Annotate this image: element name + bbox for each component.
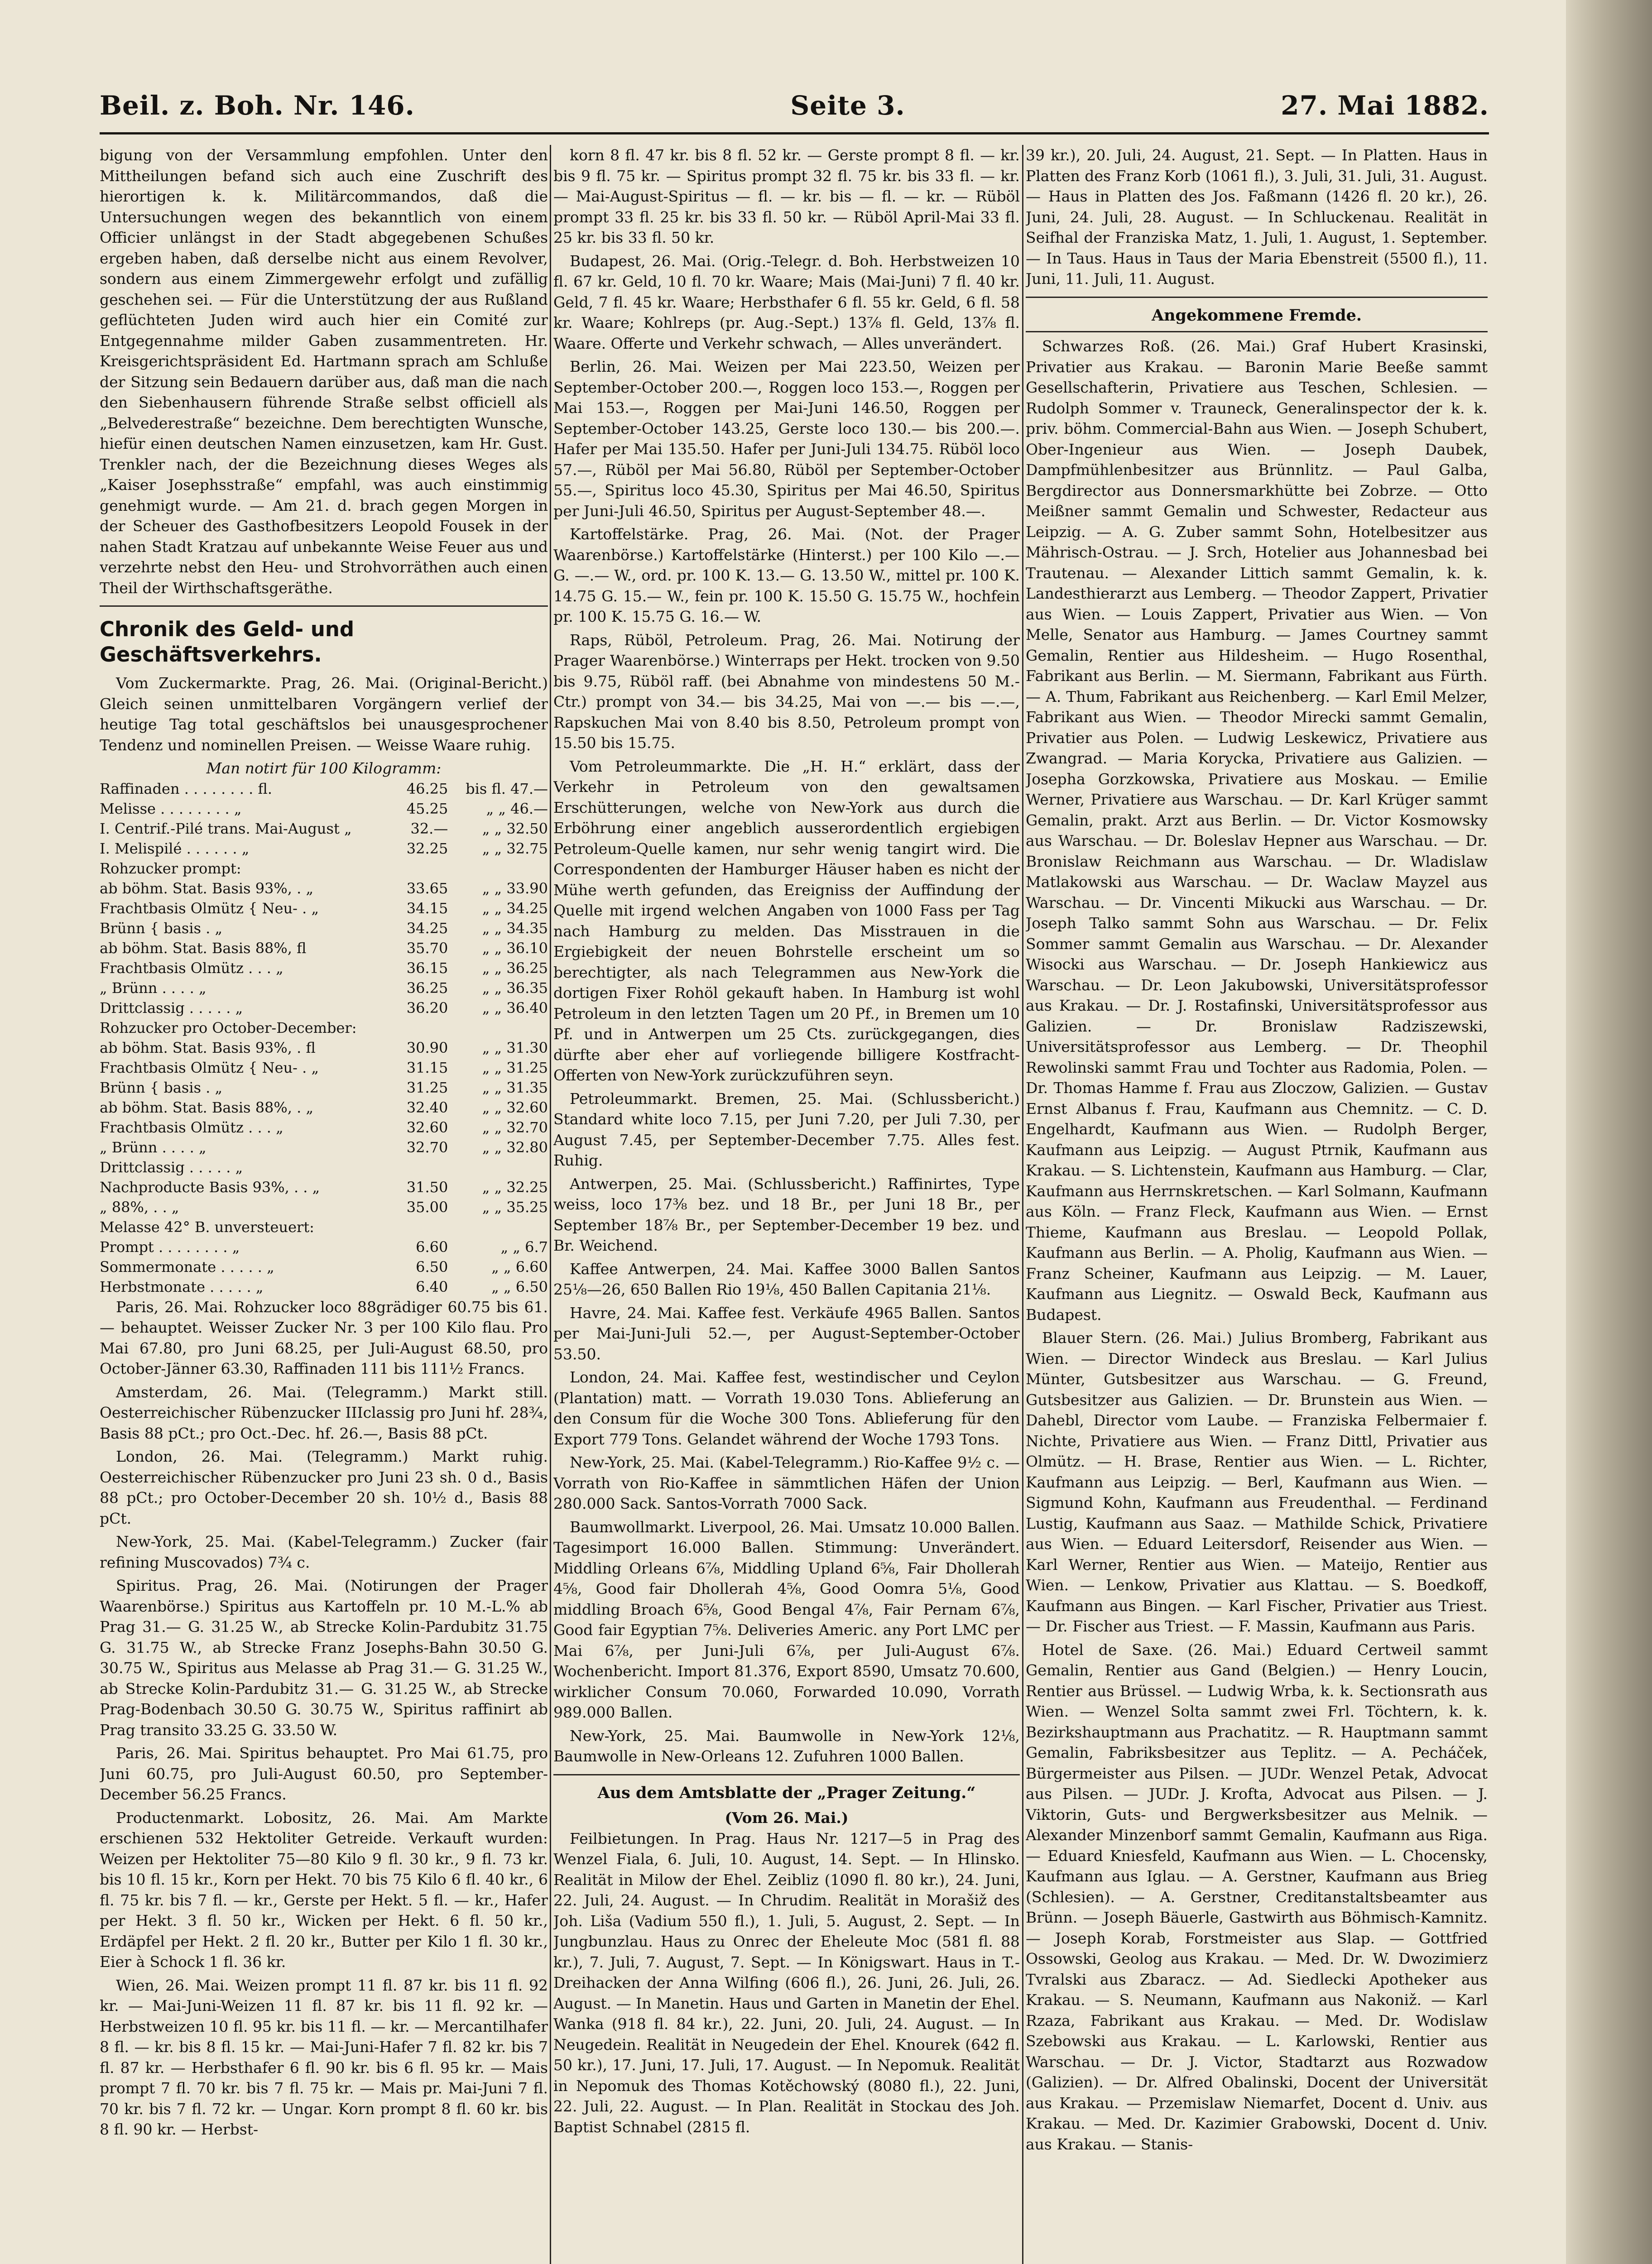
section-rule [1026, 297, 1488, 298]
price-label: Frachtbasis Olmütz { Neu- . „ [100, 1059, 319, 1076]
article-text: Vom Petroleummarkte. Die „H. H.“ erklärt, dass der Verkehr in Petroleum von den gewaltsamen Erschütterungen, welche von New-York aus durch die Erböhrung einer angeblich ausserordentlich ergiebigen Petroleum-Quelle kamen, nur sehr wenig tangirt wird. Die Correspondenten der Hamburger Häuser haben es nicht der Mühe werth gefunden, das Ereigniss der Auffindung der Quelle mit irgend welchen Angaben von 1000 Fass per Tag nach Hamburg zu melden. Das Misstrauen in die Ergiebigkeit der neuen Bohrstelle erscheint um so berechtigter, als nach Telegrammen aus New-York die dortigen Fixer Rohöl gekauft haben. In Hamburg ist wohl Petroleum in den letzten Tagen um 20 Pf., in Bremen um 10 Pf. und in Antwerpen um 25 Cts. zurückgegangen, dies dürfte aber eher auf vorliegende billigere Kostfracht-Offerten von New-York zurückzuführen seyn. [553, 757, 1020, 1084]
price-value: 34.25 [406, 919, 448, 937]
price-label: Raffinaden . . . . . . . . fl. [100, 780, 273, 797]
price-value [448, 1157, 548, 1177]
price-value: 30.90 [406, 1039, 448, 1056]
column-divider [550, 145, 551, 2264]
price-row [100, 1038, 548, 1058]
price-value: 31.15 [406, 1059, 448, 1076]
price-label: Prompt . . . . . . . . „ [100, 1238, 240, 1256]
price-value: „ „ 6.7 [500, 1238, 548, 1256]
price-value [448, 859, 548, 878]
price-value: 36.25 [406, 979, 448, 997]
article-text: Hotel de Saxe. (26. Mai.) Eduard Certweil sammt Gemalin, Rentier aus Gand (Belgien.) — Henry Loucin, Rentier aus Brüssel. — Ludwig Wrba, k. k. Sectionsrath aus Wien. — Wenzel Solta sammt zwei Frl. Töchtern, k. k. Bezirkshauptmann aus Prachatitz. — R. Hauptmann sammt Gemalin, Fabriksbesitzer aus Teplitz. — A. Pecháček, Bürgermeister aus Pilsen. — JUDr. Wenzel Petak, Advocat aus Pilsen. — JUDr. J. Krofta, Advocat aus Pilsen. — J. Viktorin, Guts- und Bergwerksbesitzer aus Melnik. — Alexander Minzenborf sammt Gemalin, Kaufmann aus Riga. — Eduard Kniesfeld, Kaufmann aus Wien. — L. Chocensky, Kaufmann aus Iglau. — A. Gerstner, Kaufmann aus Brieg (Schlesien). — A. Gerstner, Creditanstaltsbeamter aus Brünn. — Joseph Bäuerle, Gastwirth aus Böhmisch-Kamnitz. — Joseph Korab, Forstmeister aus Slap. — Gottfried Ossowski, Geolog aus Krakau. — Med. Dr. W. Dwozimierz Tvralski aus Zbaracz. — Ad. Siedlecki Apotheker aus Krakau. — S. Neumann, Kaufmann aus Nakoniž. — Karl Rzaza, Fabrikant aus Krakau. — Med. Dr. Wodislaw Szebowski aus Krakau. — L. Karlowski, Rentier aus Warschau. — Dr. J. Victor, Stadtarzt aus Rozwadow (Galizien). — Dr. Alfred Obalinski, Docent der Universität aus Krakau. — Przemislaw Niemarfet, Docent d. Univ. aus Krakau. — Med. Dr. Kazimier Grabowski, Docent d. Univ. aus Krakau. — Stanis- [1026, 1640, 1488, 2153]
article-text: Havre, 24. Mai. Kaffee fest. Verkäufe 4965 Ballen. Santos per Mai-Juni-Juli 52.—, per August-September-October 53.50. [553, 1304, 1020, 1363]
section-rule [553, 1774, 1020, 1775]
price-value: 32.25 [406, 839, 448, 857]
article-text: Antwerpen, 25. Mai. (Schlussbericht.) Raffinirtes, Type weiss, loco 17⅜ bez. und 18 Br., per Juni 18 Br., per September 18⅞ Br., per September-December 19 bez. und Br. Weichend. [553, 1175, 1020, 1254]
price-value: 46.25 [406, 780, 448, 797]
price-label: Melisse . . . . . . . . „ [100, 800, 242, 817]
price-label: I. Melispilé . . . . . . „ [100, 839, 250, 857]
price-label: ab böhm. Stat. Basis 93%, . „ [100, 879, 314, 897]
article-text: Spiritus. Prag, 26. Mai. (Notirungen der Prager Waarenbörse.) Spiritus aus Kartoffeln pr. 10 M.-L.% ab Prag 31.— G. 31.25 W., ab Strecke Kolin-Pardubitz 31.75 G. 31.75 W., ab Strecke Franz Josephs-Bahn 30.50 G. 30.75 W., Spiritus aus Melasse ab Prag 31.— G. 31.25 W., ab Strecke Kolin-Pardubitz 31.— G. 31.25 W., ab Strecke Prag-Bodenbach 30.50 G. 30.75 W., Spiritus raffinirt ab Prag transito 33.25 G. 33.50 W. [100, 1577, 548, 1739]
price-label: Melasse 42° B. unversteuert: [100, 1218, 314, 1236]
article-text: Paris, 26. Mai. Rohzucker loco 88grädiger 60.75 bis 61.— behauptet. Weisser Zucker Nr. 3 per 100 Kilo flau. Pro Mai 67.80, pro Juni 68.25, per Juli-August 68.50, pro October-Jänner 63.30, Raffinaden 111 bis 111½ Francs. [100, 1298, 548, 1377]
price-value: „ „ 46.— [486, 800, 548, 817]
price-value: „ „ 31.25 [482, 1059, 548, 1076]
price-row [100, 859, 548, 878]
price-value [448, 1018, 548, 1038]
price-label: ab böhm. Stat. Basis 88%, . „ [100, 1098, 314, 1116]
price-value [395, 1157, 448, 1177]
price-value: „ „ 36.35 [482, 979, 548, 997]
price-row [100, 1058, 548, 1078]
article-text: London, 24. Mai. Kaffee fest, westindischer und Ceylon (Plantation) matt. — Vorrath 19.030 Tons. Ablieferung an den Consum für die Woche 300 Tons. Ablieferung für den Export 779 Tons. Gelandet während der Woche 1793 Tons. [553, 1368, 1020, 1448]
article-text: Baumwollmarkt. Liverpool, 26. Mai. Umsatz 10.000 Ballen. Tagesimport 16.000 Ballen. Stimmung: Unverändert. Middling Orleans 6⅞, Middling Upland 6⅝, Fair Dhollerah 4⅝, Good fair Dhollerah 4⅝, Good Oomra 5⅛, Good middling Broach 6⅝, Good Bengal 4⅞, Fair Pernam 6⅞, Good fair Egyptian 7⅝. Deliveries Americ. any Port LMC per Mai 6⅞, per Juni-Juli 6⅞, per Juli-August 6⅞. Wochenbericht. Import 81.376, Export 8590, Umsatz 70.600, wirklicher Consum 70.060, Forwarded 10.090, Vorrath 989.000 Ballen. [553, 1518, 1020, 1721]
article-text: Berlin, 26. Mai. Weizen per Mai 223.50, Weizen per September-October 200.—, Roggen loco 153.—, Roggen per Mai 153.—, Roggen per Mai-Juni 146.50, Roggen per September-October 143.25, Gerste loco 130.— bis 200.—. Hafer per Mai 135.50. Hafer per Juni-Juli 134.75. Rüböl loco 57.—, Rüböl per Mai 56.80, Rüböl per September-October 55.—, Spiritus loco 45.30, Spiritus per Mai 46.50, Spiritus per Juni-Juli 46.50, Spiritus per August-September 48.—. [553, 358, 1020, 520]
article-text: Raps, Rüböl, Petroleum. Prag, 26. Mai. Notirung der Prager Waarenbörse.) Winterraps per Hekt. trocken von 9.50 bis 9.75, Rüböl raff. (bei Abnahme von mindestens 50 M.-Ctr.) prompt von 34.— bis 34.25, Mai von —.— bis —.—, Rapskuchen Mai von 8.40 bis 8.50, Petroleum prompt von 15.50 bis 15.75. [553, 631, 1020, 752]
article-text: bigung von der Versammlung empfohlen. Unter den Mittheilungen befand sich auch eine Zuschrift des hierortigen k. k. Militärcommandos, daß die Untersuchungen wegen des bekanntlich von einem Officier unlängst in der Stadt abgegebenen Schußes ergeben haben, daß derselbe nicht aus einem Revolver, sondern aus einem Zimmergewehr erfolgt und zufällig geschehen sei. — Für die Unterstützung der aus Rußland geflüchteten Juden wird auch hier ein Comité zur Entgegennahme milder Gaben zusammentreten. Hr. Kreisgerichtspräsident Ed. Hartmann sprach am Schluße der Sitzung sein Bedauern darüber aus, daß man die nach den Siebenhausern führende Straße selbst officiell als „Belvederestraße“ bezeichne. Dem berechtigten Wunsche, hiefür einen deutschen Namen einzusetzen, kam Hr. Gust. Trenkler nach, der die Bezeichnung dieses Weges als „Kaiser Josephsstraße“ empfahl, was auch einstimmig genehmigt wurde. — Am 21. d. brach gegen Morgen in der Scheuer des Gasthofbesitzers Leopold Fousek in der nahen Stadt Kratzau auf unbekannte Weise Feuer aus und verzehrte nebst den Heu- und Strohvorräthen auch einen Theil der Wirthschaftsgeräthe. [100, 146, 548, 597]
price-label: „ Brünn . . . . „ [100, 1138, 206, 1156]
column-2 [553, 145, 1020, 2264]
price-label: ab böhm. Stat. Basis 88%, fl [100, 939, 307, 957]
price-row [100, 799, 548, 819]
price-label: I. Centrif.-Pilé trans. Mai-August „ [100, 820, 352, 837]
price-label: Sommermonate . . . . . „ [100, 1258, 274, 1276]
price-value: 32.40 [406, 1098, 448, 1116]
price-value: „ „ 32.75 [482, 839, 548, 857]
article-text: Amsterdam, 26. Mai. (Telegramm.) Markt still. Oesterreichischer Rübenzucker IIIclassig pro Juni hf. 28¾, Basis 88 pCt.; pro Oct.-Dec. hf. 26.—, Basis 88 pCt. [100, 1383, 548, 1442]
price-value: „ „ 32.70 [482, 1118, 548, 1136]
sugar-price-table [100, 779, 548, 1297]
price-value: „ „ 36.40 [482, 999, 548, 1017]
price-value: „ „ 32.50 [482, 820, 548, 837]
column-divider [1022, 145, 1023, 2264]
price-label: Frachtbasis Olmütz . . . „ [100, 959, 283, 977]
price-value: „ „ 36.25 [482, 959, 548, 977]
price-label: Frachtbasis Olmütz { Neu- . „ [100, 899, 319, 917]
article-text: Kartoffelstärke. Prag, 26. Mai. (Not. der Prager Waarenbörse.) Kartoffelstärke (Hinterst.) per 100 Kilo —.— G. —.— W., ord. pr. 100 K. 13.— G. 13.50 W., mittel pr. 100 K. 14.75 G. 15.— W., fein pr. 100 K. 15.50 G. 15.75 W., hochfein pr. 100 K. 15.75 G. 16.— W. [553, 525, 1020, 625]
price-row [100, 1257, 548, 1277]
price-value: 6.60 [416, 1238, 448, 1256]
price-row [100, 1118, 548, 1137]
header-date: 27. Mai 1882. [1281, 90, 1489, 121]
price-label: „ Brünn . . . . „ [100, 979, 206, 997]
article-text: Paris, 26. Mai. Spiritus behauptet. Pro Mai 61.75, pro Juni 60.75, pro Juli-August 60.50, pro September-December 56.25 Francs. [100, 1744, 548, 1803]
price-value: „ „ 31.35 [482, 1079, 548, 1096]
price-row [100, 1237, 548, 1257]
price-value: bis fl. 47.— [466, 780, 548, 797]
price-label: ab böhm. Stat. Basis 93%, . fl [100, 1039, 316, 1056]
article-text: Productenmarkt. Lobositz, 26. Mai. Am Markte erschienen 532 Hektoliter Getreide. Verkauft wurden: Weizen per Hektoliter 75—80 Kilo 9 fl. 30 kr., 9 fl. 73 kr. bis 10 fl. 15 kr., Korn per Hekt. 70 bis 75 Kilo 6 fl. 40 kr., 6 fl. 75 kr. bis 7 fl. — kr., Gerste per Hekt. 5 fl. — kr., Hafer per Hekt. 3 fl. 50 kr., Wicken per Hekt. 6 fl. 50 kr., Erdäpfel per Hekt. 2 fl. 20 kr., Butter per Kilo 1 fl. 30 kr., Eier à Schock 1 fl. 36 kr. [100, 1808, 548, 1971]
price-value: 33.65 [406, 879, 448, 897]
price-row [100, 819, 548, 839]
article-text: korn 8 fl. 47 kr. bis 8 fl. 52 kr. — Gerste prompt 8 fl. — kr. bis 9 fl. 75 kr. — Spiritus prompt 32 fl. 75 kr. bis 33 fl. — kr. — Mai-August-Spiritus — fl. — kr. bis — fl. — kr. — Rüböl prompt 33 fl. 25 kr. bis 33 fl. 50 kr. — Rüböl April-Mai 33 fl. 25 kr. bis 33 fl. 50 kr. [553, 146, 1020, 246]
price-row [100, 839, 548, 859]
article-text: New-York, 25. Mai. (Kabel-Telegramm.) Rio-Kaffee 9½ c. — Vorrath von Rio-Kaffee in sämmtlichen Häfen der Union 280.000 Sack. Santos-Vorrath 7000 Sack. [553, 1453, 1020, 1512]
article-text: Kaffee Antwerpen, 24. Mai. Kaffee 3000 Ballen Santos 25⅛—26, 650 Ballen Rio 19⅛, 450 Ballen Capitania 21⅛. [553, 1260, 1020, 1298]
section-title: Chronik des Geld- und Geschäftsverkehrs. [100, 617, 355, 667]
price-row [100, 1197, 548, 1217]
price-label: Rohzucker prompt: [100, 859, 241, 877]
fremde-title: Angekommene Fremde. [1151, 306, 1362, 325]
price-row [100, 1018, 548, 1038]
price-value: 32.— [410, 820, 448, 837]
price-row [100, 1137, 548, 1157]
price-row [100, 1217, 548, 1237]
price-value: 35.00 [406, 1198, 448, 1216]
price-row [100, 779, 548, 799]
price-value [448, 1217, 548, 1237]
price-note: Man notirt für 100 Kilogramm: [206, 759, 442, 777]
price-label: Drittclassig . . . . . „ [100, 1158, 243, 1176]
price-row [100, 1277, 548, 1297]
section-rule [100, 605, 548, 607]
price-row [100, 1078, 548, 1098]
page-header [100, 84, 1489, 127]
article-text: New-York, 25. Mai. Baumwolle in New-York 12⅛, Baumwolle in New-Orleans 12. Zufuhren 1000 Ballen. [553, 1727, 1020, 1765]
price-label: Drittclassig . . . . . „ [100, 999, 243, 1017]
price-value [395, 1018, 448, 1038]
price-row [100, 998, 548, 1018]
article-text: Blauer Stern. (26. Mai.) Julius Bromberg, Fabrikant aus Wien. — Director Windeck aus Breslau. — Karl Julius Münter, Gutsbesitzer aus Warschau. — G. Freund, Gutsbesitzer aus Galizien. — Dr. Brunstein aus Wien. — Dahebl, Director vom Laube. — Franziska Felbermaier f. Nichte, Privatiere aus Wien. — Franz Dittl, Privatier aus Olmütz. — H. Brase, Rentier aus Wien. — L. Richter, Kaufmann aus Leipzig. — Berl, Kaufmann aus Wien. — Sigmund Kohn, Kaufmann aus Freudenthal. — Ferdinand Lustig, Kaufmann aus Saaz. — Mathilde Schick, Privatiere aus Wien. — Eduard Leitersdorf, Reisender aus Wien. — Karl Werner, Rentier aus Wien. — Mateijo, Rentier aus Wien. — Lenkow, Privatier aus Klattau. — S. Boedkoff, Kaufmann aus Bingen. — Karl Fischer, Privatier aus Triest. — Dr. Fischer aus Triest. — F. Massin, Kaufmann aus Paris. [1026, 1329, 1488, 1635]
price-value: 6.50 [416, 1258, 448, 1276]
price-value: „ „ 32.60 [482, 1098, 548, 1116]
price-row [100, 918, 548, 938]
article-text: Budapest, 26. Mai. (Orig.-Telegr. d. Boh. Herbstweizen 10 fl. 67 kr. Geld, 10 fl. 70 kr. Waare; Mais (Mai-Juni) 7 fl. 40 kr. Geld, 7 fl. 45 kr. Waare; Herbsthafer 6 fl. 55 kr. Geld, 6 fl. 58 kr. Waare; Kohlreps (pr. Aug.-Sept.) 13⅞ fl. Geld, 13⅞ fl. Waare. Offerte und Verkehr schwach, — Alles unverändert. [553, 252, 1020, 352]
amtsblatt-title: Aus dem Amtsblatte der „Prager Zeitung.“ [597, 1783, 976, 1802]
price-label: Nachproducte Basis 93%, . . „ [100, 1178, 320, 1196]
price-value [395, 1217, 448, 1237]
price-value: „ „ 6.60 [491, 1258, 548, 1276]
article-text: Schwarzes Roß. (26. Mai.) Graf Hubert Krasinski, Privatier aus Krakau. — Baronin Marie Beeße sammt Gesellschafterin, Privatiere aus Teschen, Schlesien. — Rudolph Sommer v. Trauneck, Generalinspector der k. k. priv. böhm. Commercial-Bahn aus Wien. — Joseph Schubert, Ober-Ingenieur aus Wien. — Joseph Daubek, Dampfmühlenbesitzer aus Brünnlitz. — Paul Galba, Bergdirector aus Donnersmarkhütte bei Zobrze. — Otto Meißner sammt Gemalin und Schwester, Redacteur aus Leipzig. — A. G. Zuber sammt Sohn, Hotelbesitzer aus Mährisch-Ostrau. — J. Srch, Hotelier aus Johannesbad bei Trautenau. — Alexander Littich sammt Gemalin, k. k. Landesthierarzt aus Lemberg. — Theodor Zappert, Privatier aus Wien. — Louis Zappert, Privatier aus Wien. — Von Melle, Senator aus Hamburg. — James Courtney sammt Gemalin, Rentier aus Hildesheim. — Hugo Rosenthal, Fabrikant aus Berlin. — M. Siermann, Fabrikant aus Fürth. — A. Thum, Fabrikant aus Reichenberg. — Karl Emil Melzer, Fabrikant aus Wien. — Theodor Mirecki sammt Gemalin, Privatier aus Polen. — Ludwig Leskewicz, Privatiere aus Zwangrad. — Maria Korycka, Privatiere aus Galizien. — Josepha Gorzkowska, Privatiere aus Moskau. — Emilie Werner, Privatiere aus Warschau. — Dr. Karl Krüger sammt Gemalin, prakt. Arzt aus Berlin. — Dr. Victor Kosmowsky aus Warschau. — Dr. Boleslav Hepner aus Warschau. — Dr. Bronislaw Reichmann aus Warschau. — Dr. Wladislaw Matlakowski aus Warschau. — Dr. Waclaw Mayzel aus Warschau. — Dr. Vincenti Mikucki aus Warschau. — Dr. Joseph Talko sammt Sohn aus Warschau. — Dr. Felix Sommer sammt Gemalin aus Warschau. — Dr. Alexander Wisocki aus Warschau. — Dr. Joseph Hankiewicz aus Warschau. — Dr. Leon Jakubowski, Universitätsprofessor aus Krakau. — Dr. J. Rostafinski, Universitätsprofessor aus Galizien. — Dr. Bronislaw Radziszewski, Universitätsprofessor aus Lemberg. — Dr. Theophil Rewolinski sammt Frau und Tochter aus Radomia, Polen. — Dr. Thomas Hamme f. Frau aus Zloczow, Galizien. — Gustav Ernst Albanus f. Frau, Kaufmann aus Chemnitz. — C. D. Engelhardt, Kaufmann aus Wien. — Rudolph Berger, Kaufmann aus Leipzig. — August Ptrnik, Kaufmann aus Krakau. — S. Lichtenstein, Kaufmann aus Hamburg. — Clar, Kaufmann aus Herrnskretschen. — Karl Solmann, Kaufmann aus Köln. — Franz Fleck, Kaufmann aus Wien. — Ernst Thieme, Kaufmann aus Breslau. — Leopold Pollak, Kaufmann aus Berlin. — A. Pholig, Kaufmann aus Wien. — Franz Scheiner, Kaufmann aus Leipzig. — M. Lauer, Kaufmann aus Liegnitz. — Oswald Beck, Kaufmann aus Budapest. [1026, 337, 1488, 1324]
price-value: „ „ 32.80 [482, 1138, 548, 1156]
price-value: 36.15 [406, 959, 448, 977]
price-value: „ „ 6.50 [491, 1278, 548, 1295]
article-text: Feilbietungen. In Prag. Haus Nr. 1217—5 in Prag des Wenzel Fiala, 6. Juli, 10. August, 14. Sept. — In Hlinsko. Realität in Milow der Ehel. Zeibliz (1090 fl. 80 kr.), 24. Juni, 22. Juli, 24. August. — In Chrudim. Realität in Morašiž des Joh. Liša (Vadium 550 fl.), 1. Juli, 5. August, 2. Sept. — In Jungbunzlau. Haus zu Onrec der Eheleute Moc (581 fl. 88 kr.), 7. Juli, 7. August, 7. Sept. — In Königswart. Haus in T.-Dreihacken der Anna Wilfing (606 fl.), 26. Juni, 26. Juli, 26. August. — In Manetin. Haus und Garten in Manetin der Ehel. Wanka (918 fl. 84 kr.), 22. Juni, 20. Juli, 24. August. — In Neugedein. Realität in Neugedein der Ehel. Knourek (642 fl. 50 kr.), 17. Juni, 17. Juli, 17. August. — In Nepomuk. Realität in Nepomuk des Thomas Kotěchowský (8080 fl.), 22. Juni, 22. Juli, 22. August. — In Plan. Realität in Stockau des Joh. Baptist Schnabel (2815 fl. [553, 1829, 1020, 2136]
price-row [100, 1098, 548, 1118]
price-value: „ „ 35.25 [482, 1198, 548, 1216]
price-value: „ „ 32.25 [482, 1178, 548, 1196]
column-3 [1026, 145, 1488, 2264]
price-row [100, 1177, 548, 1197]
price-value: „ „ 34.25 [482, 899, 548, 917]
price-label: Rohzucker pro October-December: [100, 1019, 357, 1036]
article-text: Vom Zuckermarkte. Prag, 26. Mai. (Original-Bericht.) Gleich seinen unmittelbaren Vorgängern verlief der heutige Tag total geschäftslos bei unausgesprochener Tendenz und nominellen Preisen. — Weisse Waare ruhig. [100, 674, 548, 754]
article-text: London, 26. Mai. (Telegramm.) Markt ruhig. Oesterreichischer Rübenzucker pro Juni 23 sh. 0 d., Basis 88 pCt.; pro October-December 20 sh. 10½ d., Basis 88 pCt. [100, 1448, 548, 1527]
price-value: 32.60 [406, 1118, 448, 1136]
column-1 [100, 145, 548, 2264]
price-value: 36.20 [406, 999, 448, 1017]
amtsblatt-date: (Vom 26. Mai.) [725, 1809, 849, 1827]
article-text: Petroleummarkt. Bremen, 25. Mai. (Schlussbericht.) Standard white loco 7.15, per Juni 7.20, per Juli 7.30, per August 7.45, per September-December 7.75. Alles fest. Ruhig. [553, 1089, 1020, 1169]
price-value: 6.40 [416, 1278, 448, 1295]
article-text: Wien, 26. Mai. Weizen prompt 11 fl. 87 kr. bis 11 fl. 92 kr. — Mai-Juni-Weizen 11 fl. 87 kr. bis 11 fl. 92 kr. — Herbstweizen 10 fl. 95 kr. bis 11 fl. — kr. — Mercantilhafer 8 fl. — kr. bis 8 fl. 15 kr. — Mai-Juni-Hafer 7 fl. 82 kr. bis 7 fl. 87 kr. — Herbsthafer 6 fl. 90 kr. bis 6 fl. 95 kr. — Mais prompt 7 fl. 70 kr. bis 7 fl. 75 kr. — Mais pr. Mai-Juni 7 fl. 70 kr. bis 7 fl. 72 kr. — Ungar. Korn prompt 8 fl. 60 kr. bis 8 fl. 90 kr. — Herbst- [100, 1976, 548, 2138]
article-text: New-York, 25. Mai. (Kabel-Telegramm.) Zucker (fair refining Muscovados) 7¾ c. [100, 1533, 548, 1571]
header-rule [100, 132, 1489, 134]
price-value: „ „ 31.30 [482, 1039, 548, 1056]
price-value: 45.25 [406, 800, 448, 817]
price-value: „ „ 34.35 [482, 919, 548, 937]
price-row [100, 898, 548, 918]
price-row [100, 878, 548, 898]
price-row [100, 978, 548, 998]
price-row [100, 958, 548, 978]
price-label: Brünn { basis . „ [100, 1079, 223, 1096]
price-value: 34.15 [406, 899, 448, 917]
price-row [100, 1157, 548, 1177]
page-edge [1566, 0, 1652, 2264]
price-row [100, 938, 548, 958]
article-text: 39 kr.), 20. Juli, 24. August, 21. Sept. — In Platten. Haus in Platten des Franz Korb (1061 fl.), 3. Juli, 31. Juli, 31. August. — Haus in Platten des Jos. Faßmann (1426 fl. 20 kr.), 26. Juni, 24. Juli, 28. August. — In Schluckenau. Realität in Seifhal der Franziska Matz, 1. Juli, 1. August, 1. September. — In Taus. Haus in Taus der Maria Ebenstreit (5500 fl.), 11. Juni, 11. Juli, 11. August. [1026, 146, 1488, 288]
price-label: Brünn { basis . „ [100, 919, 223, 937]
price-value: 31.25 [406, 1079, 448, 1096]
price-value: 35.70 [406, 939, 448, 957]
price-value: 32.70 [406, 1138, 448, 1156]
price-value: „ „ 33.90 [482, 879, 548, 897]
header-page-number: Seite 3. [790, 90, 905, 121]
price-label: „ 88%, . . „ [100, 1198, 179, 1216]
price-value: 31.50 [406, 1178, 448, 1196]
price-value [395, 859, 448, 878]
header-issue: Beil. z. Boh. Nr. 146. [100, 90, 415, 121]
price-label: Herbstmonate . . . . . „ [100, 1278, 264, 1295]
price-value: „ „ 36.10 [482, 939, 548, 957]
price-label: Frachtbasis Olmütz . . . „ [100, 1118, 283, 1136]
section-rule [1026, 331, 1488, 332]
